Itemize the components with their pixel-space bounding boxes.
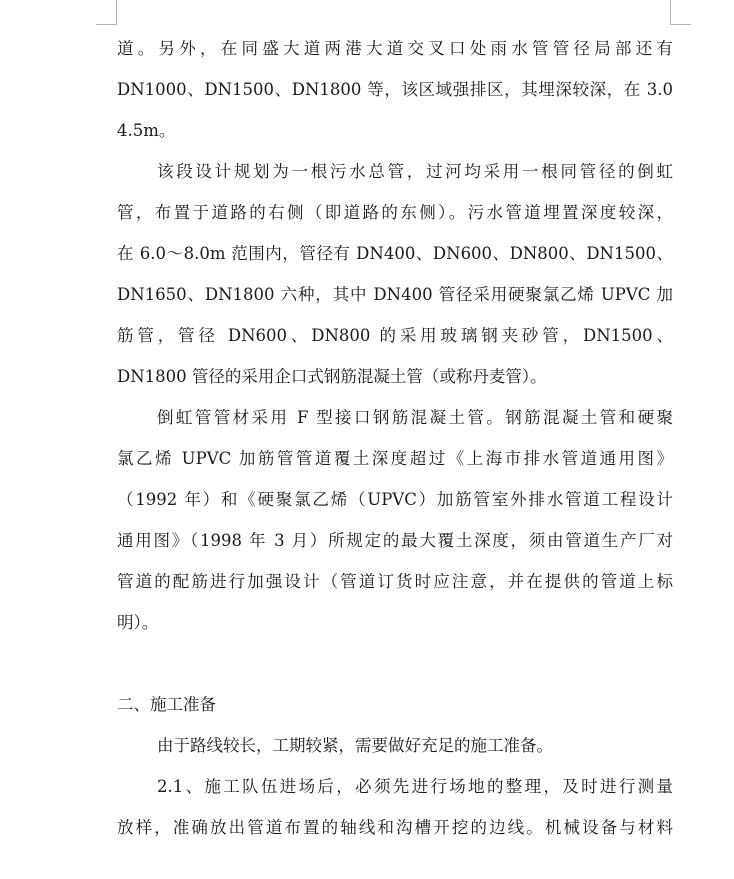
crop-mark-top-left xyxy=(96,0,117,25)
paragraph xyxy=(117,28,673,151)
crop-mark-top-right xyxy=(670,0,691,25)
paragraph xyxy=(117,397,673,643)
text-line: 4.5m。 xyxy=(117,121,176,140)
text-line: DN1800 管径的采用企口式钢筋混凝土管（或称丹麦管）。 xyxy=(117,367,547,386)
text-line: DN1000、DN1500、DN1800 等，该区域强排区，其埋深较深，在 3.0 xyxy=(117,80,673,99)
text-line: 管，布置于道路的右侧（即道路的东侧）。污水管道埋置深度较深， xyxy=(117,203,673,222)
text-line: （1992 年）和《硬聚氯乙烯（UPVC）加筋管室外排水管道工程设计 xyxy=(117,490,673,509)
text-line: 明）。 xyxy=(117,613,159,632)
text-line: 管道的配筋进行加强设计（管道订货时应注意，并在提供的管道上标 xyxy=(117,572,673,591)
text-line: 通用图》（1998 年 3 月）所规定的最大覆土深度，须由管道生产厂对 xyxy=(117,531,673,550)
text-line: 筋管，管径 DN600、DN800 的采用玻璃钢夹砂管，DN1500、 xyxy=(117,326,673,345)
text-line: 道。另外，在同盛大道两港大道交叉口处雨水管管径局部还有 xyxy=(117,39,673,58)
text-line: DN1650、DN1800 六种，其中 DN400 管径采用硬聚氯乙烯 UPVC 加 xyxy=(117,285,673,304)
text-line: 氯乙烯 UPVC 加筋管管道覆土深度超过《上海市排水管道通用图》 xyxy=(117,449,673,468)
section-heading: 二、施工准备 xyxy=(117,695,216,714)
paragraph xyxy=(117,766,673,848)
text-line: 由于路线较长，工期较紧，需要做好充足的施工准备。 xyxy=(157,736,553,755)
text-line: 倒虹管管材采用 F 型接口钢筋混凝土管。钢筋混凝土管和硬聚 xyxy=(157,408,673,427)
text-line: 在 6.0～8.0m 范围内，管径有 DN400、DN600、DN800、DN1500、 xyxy=(117,244,673,263)
text-line: 2.1、施工队伍进场后，必须先进行场地的整理，及时进行测量 xyxy=(157,777,673,796)
paragraph xyxy=(117,725,673,766)
document-body xyxy=(117,28,673,848)
text-line: 放样，准确放出管道布置的轴线和沟槽开挖的边线。机械设备与材料 xyxy=(117,818,673,837)
paragraph xyxy=(117,151,673,397)
text-line: 该段设计规划为一根污水总管，过河均采用一根同管径的倒虹 xyxy=(157,162,673,181)
blank-line xyxy=(117,643,673,684)
